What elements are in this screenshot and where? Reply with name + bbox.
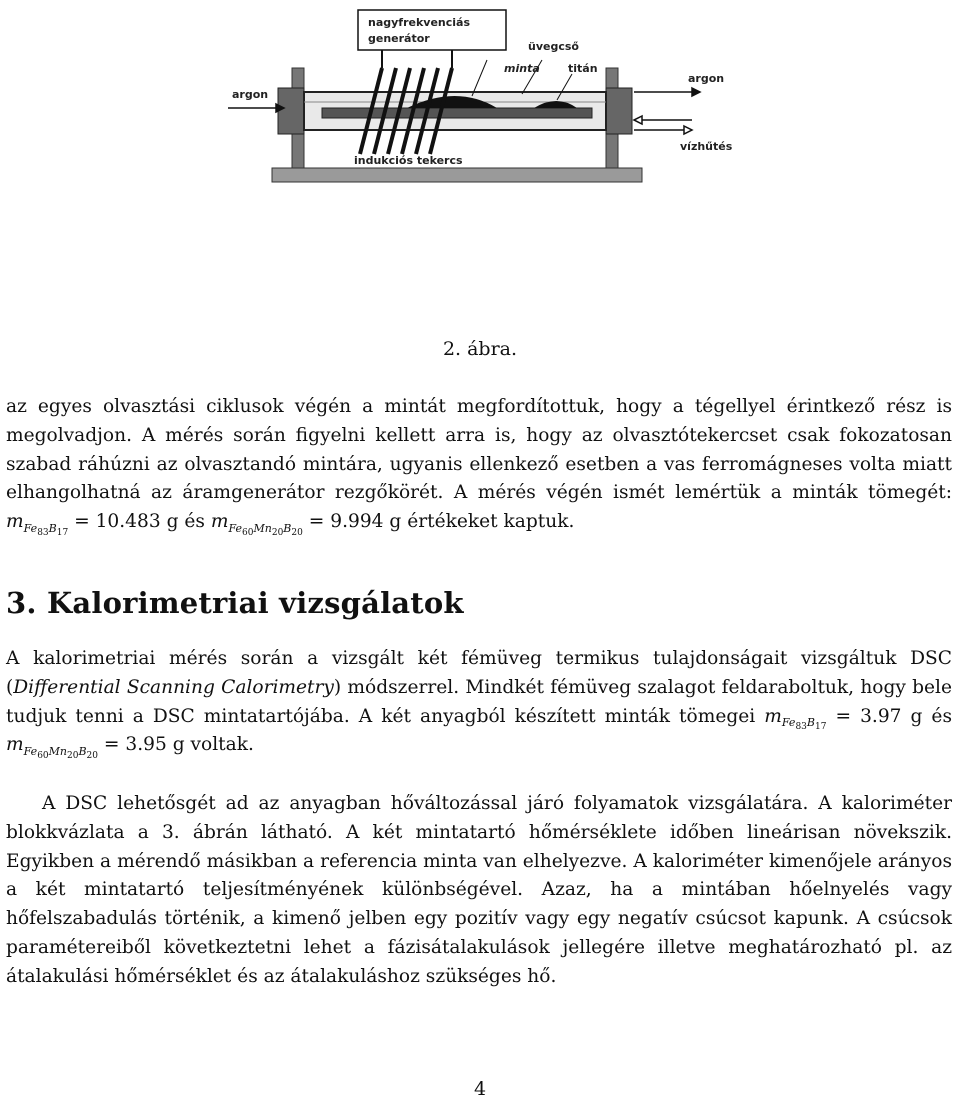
crucible <box>322 108 592 118</box>
paragraph-1-text: az egyes olvasztási ciklusok végén a mintát megfordítottuk, hogy a tégellyel érintkező rész is megolvadjon. A mérés során figyelni kellett arra is, hogy az olvasztótekercset csak fokozatosan szabad ráhúzni az olvasztandó mintára, ugyanis ellenkező esetben a vas ferromágneses volta miatt elhangolhatná az áramgenerátor rezgőkörét. A mérés végén ismét lemértük a minták tömegét: <box>6 396 952 504</box>
coil-label: indukciós tekercs <box>354 154 463 167</box>
mass-symbol-1: $m_{Fe_{83}B_{17}}$ <box>6 511 69 539</box>
paragraph-2 <box>6 645 952 760</box>
section-heading: 3. Kalorimetriai vizsgálatok <box>6 586 464 620</box>
paragraph-2-text-a: A kalorimetriai mérés során a vizsgált két fémüveg termikus tulajdonságait vizsgáltuk DSC ( <box>6 648 952 698</box>
titan-label: titán <box>568 62 598 75</box>
sample-label: minta <box>504 62 540 75</box>
paragraph-2-italic: Differential Scanning Calorimetry <box>13 676 334 698</box>
argon-in-arrow <box>228 104 284 112</box>
generator-label-2: generátor <box>368 32 430 45</box>
mass-symbol-2: $m_{Fe_{60}Mn_{20}B_{20}}$ <box>210 511 303 539</box>
cooling-arrows <box>634 116 692 134</box>
argon-out-arrow <box>634 88 700 96</box>
base-plate <box>272 168 642 182</box>
apparatus-figure <box>222 4 742 200</box>
tube-label: üvegcső <box>528 40 579 53</box>
mass-value-1: = 10.483 g és <box>74 511 211 533</box>
end-cap-right <box>606 88 632 134</box>
paragraph-3: A DSC lehetősgét ad az anyagban hőváltozással járó folyamatok vizsgálatára. A kaloriméter blokkvázlata a 3. ábrán látható. A két mintatartó hőmérséklete időben lineárisan növekszik. Egyikben a mérendő másikban a referencia minta van elhelyezve. A kaloriméter kimenőjele arányos a két mintatartó teljesítményének különbségével. Azaz, ha a mintában hőelnyelés vagy hőfelszabadulás történik, a kimenő jelben egy pozitív vagy egy negatív csúcsot kapunk. A csúcsok paramétereiből következtetni lehet a fázisátalakulások jellegére illetve meghatározható pl. az átalakulási hőmérséklet és az átalakuláshoz szükséges hő. <box>6 793 952 987</box>
paragraph-1 <box>6 393 952 537</box>
mass-value-3: = 3.97 g és <box>835 705 952 727</box>
paragraph-2-text-b: ) módszerrel. Mindkét fémüveg szalagot feldaraboltuk, hogy bele tudjuk tenni a DSC mintatartójába. A két anyagból készített minták tömegei <box>6 676 952 727</box>
generator-label-1: nagyfrekvenciás <box>368 16 471 29</box>
figure-caption: 2. ábra. <box>442 338 518 360</box>
mass-symbol-3: $m_{Fe_{83}B_{17}}$ <box>764 705 827 733</box>
argon-right-label: argon <box>688 72 725 85</box>
mass-symbol-4: $m_{Fe_{60}Mn_{20}B_{20}}$ <box>6 734 98 762</box>
page-number: 4 <box>473 1078 487 1100</box>
argon-left-label: argon <box>232 88 269 101</box>
mass-value-2: = 9.994 g értékeket kaptuk. <box>308 511 575 533</box>
end-cap-left <box>278 88 304 134</box>
mass-value-4: = 3.95 g voltak. <box>103 734 254 756</box>
cooling-label: vízhűtés <box>680 140 733 153</box>
